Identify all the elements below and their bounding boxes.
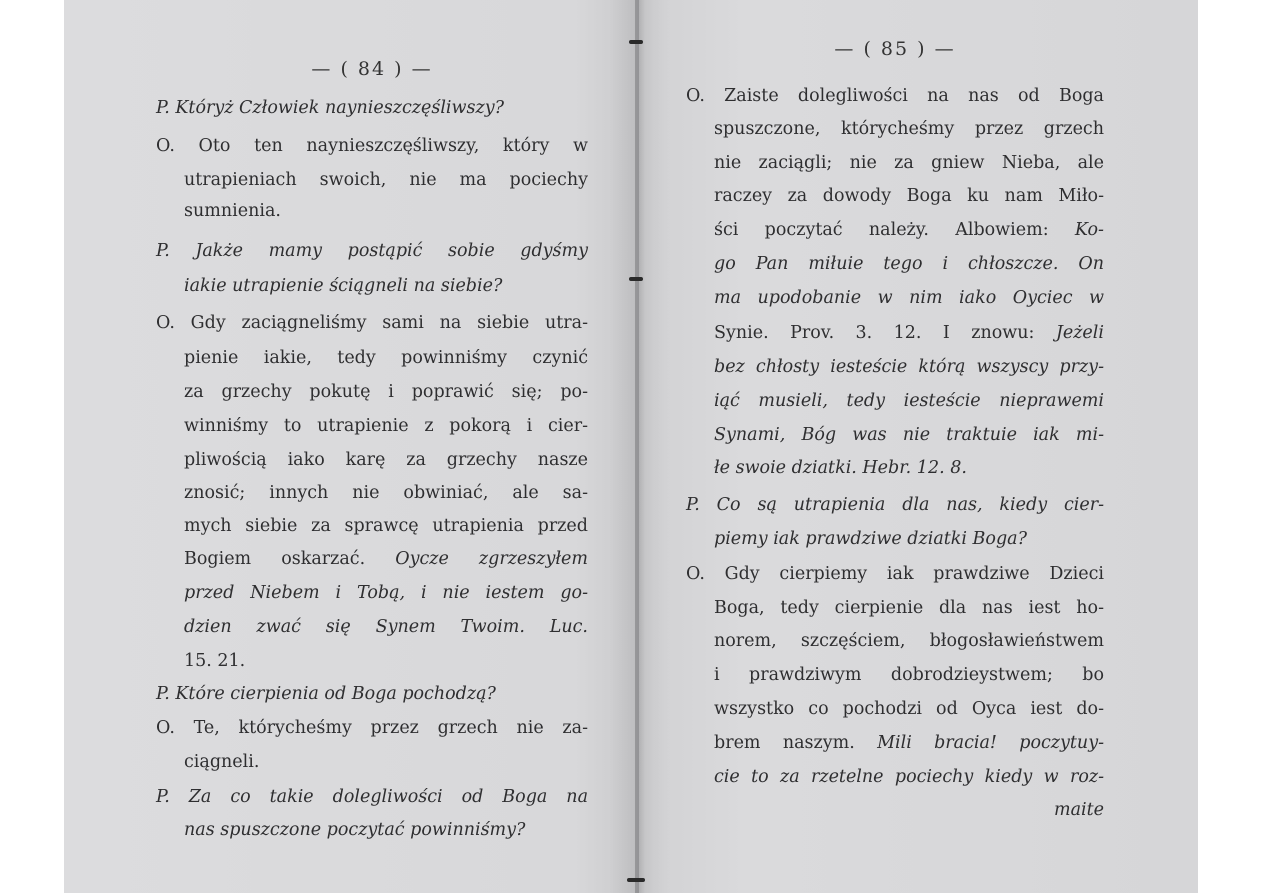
text-line [714, 222, 1104, 240]
text-line: O. Te, którycheśmy przez grzech nie za- [156, 718, 588, 738]
text-line: i prawdziwym dobrodzieystwem; bo [714, 665, 1104, 685]
text-line: utrapieniach swoich, nie ma pociechy [184, 170, 588, 190]
text-line: go Pan miłuie tego i chłoszcze. On [714, 254, 1104, 274]
text-roman: Synie. Prov. 3. 12. I znowu: [714, 323, 1035, 343]
text-roman: Bogiem oskarzać. [184, 549, 366, 569]
left-page [156, 0, 588, 893]
text-line: łe swoie dziatki. Hebr. 12. 8. [714, 458, 967, 478]
text-line: ciągneli. [184, 752, 260, 772]
text-line: pienie iakie, tedy powinniśmy czynić [184, 348, 588, 368]
text-roman: brem naszym. [714, 733, 855, 753]
spine-speck [629, 40, 643, 44]
text-italic: Ko- [1074, 220, 1104, 240]
text-line: Synami, Bóg was nie traktuie iak mi- [714, 425, 1104, 445]
text-line: spuszczone, którycheśmy przez grzech [714, 119, 1104, 139]
text-line: raczey za dowody Boga ku nam Miło- [714, 186, 1104, 206]
text-line: Boga, tedy cierpienie dla nas iest ho- [714, 598, 1104, 618]
text-line: O. Gdy cierpiemy iak prawdziwe Dzieci [686, 564, 1104, 584]
page-number-left: — ( 84 ) — [311, 58, 433, 80]
text-line: P. Któryż Człowiek naynieszczęśliwszy? [156, 98, 504, 118]
text-line: O. Zaiste dolegliwości na nas od Boga [686, 86, 1104, 106]
text-line: winniśmy to utrapienie z pokorą i cier- [184, 416, 588, 436]
text-line: dzien zwać się Synem Twoim. Luc. [184, 617, 588, 637]
text-italic: Oycze zgrzeszyłem [395, 549, 588, 569]
text-line: iąć musieli, tedy iesteście nieprawemi [714, 391, 1104, 411]
text-line: przed Niebem i Tobą, i nie iestem go- [184, 583, 588, 603]
text-line: P. Które cierpienia od Boga pochodzą? [156, 684, 496, 704]
text-line: nie zaciągli; nie za gniew Nieba, ale [714, 153, 1104, 173]
text-line: O. Gdy zaciągneliśmy sami na siebie utra- [156, 313, 588, 333]
text-line: wszystko co pochodzi od Oyca iest do- [714, 699, 1104, 719]
text-italic: Mili bracia! poczytuy- [877, 733, 1104, 753]
text-line: P. Za co takie dolegliwości od Boga na [156, 787, 588, 807]
text-line: norem, szczęściem, błogosławieństwem [714, 631, 1104, 651]
book-spine [635, 0, 639, 893]
text-line: sumnienia. [184, 201, 281, 221]
text-line: P. Co są utrapienia dla nas, kiedy cier- [686, 495, 1104, 515]
text-line: znosić; innych nie obwiniać, ale sa- [184, 483, 588, 503]
book-scan [64, 0, 1198, 893]
right-page [686, 0, 1104, 893]
text-line: 15. 21. [184, 651, 246, 671]
text-line: P. Jakże mamy postąpić sobie gdyśmy [156, 241, 588, 261]
spine-shadow [609, 0, 669, 893]
text-line: bez chłosty iesteście którą wszyscy przy- [714, 357, 1104, 377]
text-line: O. Oto ten naynieszczęśliwszy, który w [156, 136, 588, 156]
text-italic: Jeżeli [1055, 323, 1104, 343]
catchword: maite [1053, 800, 1104, 820]
text-line: piemy iak prawdziwe dziatki Boga? [714, 529, 1027, 549]
text-line: iakie utrapienie ściągneli na siebie? [184, 276, 503, 296]
text-line: ma upodobanie w nim iako Oyciec w [714, 288, 1104, 308]
text-line: cie to za rzetelne pociechy kiedy w roz- [714, 767, 1104, 787]
text-line [184, 551, 588, 569]
page-number-right: — ( 85 ) — [834, 38, 956, 60]
text-line: pliwością iako karę za grzechy nasze [184, 450, 588, 470]
text-line: nas spuszczone poczytać powinniśmy? [184, 820, 526, 840]
text-line: mych siebie za sprawcę utrapienia przed [184, 516, 588, 536]
text-line [714, 735, 1104, 753]
spine-speck [629, 277, 643, 281]
text-roman: ści poczytać należy. Albowiem: [714, 220, 1049, 240]
text-line [714, 325, 1104, 343]
text-line: za grzechy pokutę i poprawić się; po- [184, 382, 588, 402]
spine-speck [627, 878, 645, 882]
